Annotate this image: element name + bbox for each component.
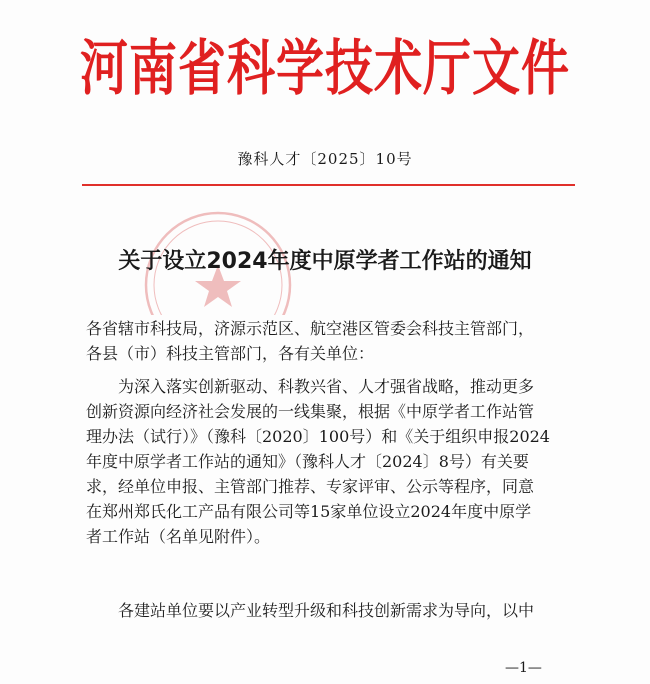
paragraph-second: [86, 598, 586, 623]
paragraph-line: 创新资源向经济社会发展的一线集聚，根据《中原学者工作站管: [86, 402, 535, 421]
paragraph-line: 理办法（试行）》（豫科〔2020〕100号）和《关于组织申报2024: [86, 427, 550, 446]
notice-title: 关于设立2024年度中原学者工作站的通知: [118, 249, 532, 274]
header-title: 河南省科学技术厅文件: [79, 33, 570, 104]
document-number: 豫科人才〔2025〕10号: [237, 150, 413, 168]
page-number: —1—: [505, 660, 542, 676]
addressee-line: 各省辖市科技局，济源示范区、航空港区管委会科技主管部门，: [86, 319, 535, 338]
paragraph-main: [86, 374, 586, 549]
red-divider-rule: [82, 184, 575, 186]
paragraph-line: 求，经单位申报、主管部门推荐、专家评审、公示等程序，同意: [86, 477, 535, 496]
paragraph-line: 在郑州郑氏化工产品有限公司等15家单位设立2024年度中原学: [86, 502, 532, 521]
paragraph-line: 各建站单位要以产业转型升级和科技创新需求为导向，以中: [86, 601, 535, 620]
paragraph-line: 为深入落实创新驱动、科教兴省、人才强省战略，推动更多: [86, 377, 535, 396]
addressee-block: [86, 316, 586, 366]
addressee-line: 各县（市）科技主管部门，各有关单位：: [86, 344, 375, 363]
paragraph-line: 年度中原学者工作站的通知》（豫科人才〔2024〕8号）有关要: [86, 452, 529, 471]
paragraph-line: 者工作站（名单见附件）。: [86, 527, 271, 546]
